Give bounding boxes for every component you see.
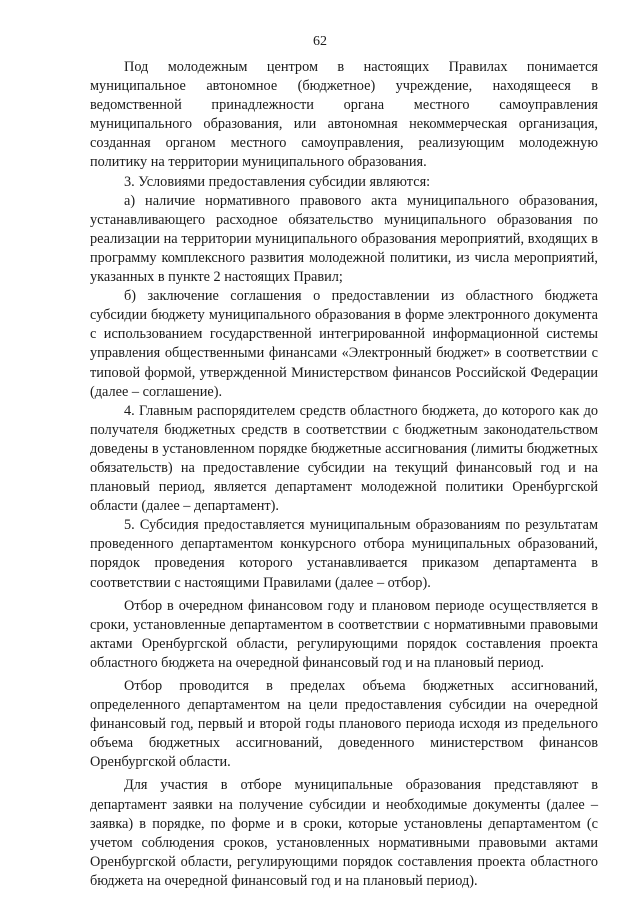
paragraph-item-3-heading: 3. Условиями предоставления субсидии являются: (124, 173, 431, 190)
paragraph-selection-limits: Отбор проводится в пределах объема бюджетных ассигнований, определенного департаментом на цели предоставления субсидии на очередной финансовый год, первый и второй годы планового периода исходя из предельного объема бюджетных ассигнований, доведенного министерством финансов Оренбургской области. (90, 678, 598, 771)
paragraph-item-3a: а) наличие нормативного правового акта муниципального образования, устанавливающего расходное обязательство муниципального образования по реализации на территории муниципального образования мероприятий, входящих в программу комплексного развития молодежной политики, из числа мероприятий, указанных в пункте 2 настоящих Правил; (90, 192, 598, 286)
paragraph-item-3b: б) заключение соглашения о предоставлении из областного бюджета субсидии бюджету муниципального образования в форме электронного документа с использованием государственной интегрированной информационной системы управления общественными финансами «Электронный бюджет» в соответствии с типовой формой, утвержденной Министерством финансов Российской Федерации (далее – соглашение). (90, 288, 598, 400)
paragraph-item-5: 5. Субсидия предоставляется муниципальным образованиям по результатам проведенного департаментом конкурсного отбора муниципальных образований, порядок проведения которого устанавливается приказом департамента в соответствии с настоящими Правилами (далее – отбор). (90, 517, 598, 591)
paragraph-item-4: 4. Главным распорядителем средств областного бюджета, до которого как до получателя бюджетных средств в соответствии с бюджетным законодательством доведены в установленном порядке бюджетные ассигнования (лимиты бюджетных обязательств) на предоставление субсидии на текущий финансовый год и на плановый период, является департамент молодежной политики Оренбургской области (далее – департамент). (90, 402, 598, 515)
paragraph-selection-timing: Отбор в очередном финансовом году и плановом периоде осуществляется в сроки, установленные департаментом в соответствии с нормативными правовыми актами Оренбургской области, регулирующими порядок составления проекта областного бюджета на очередной финансовый год и на плановый период. (90, 597, 598, 671)
document-body (90, 58, 598, 891)
page-number: 62 (313, 34, 327, 49)
paragraph-youth-center-definition: Под молодежным центром в настоящих Правилах понимается муниципальное автономное (бюджетное) учреждение, находящееся в ведомственной принадлежности органа местного самоуправления муниципального образования, или автономная некоммерческая организация, созданная органом местного самоуправления, реализующим молодежную политику на территории муниципального образования. (90, 59, 598, 171)
paragraph-application-submission: Для участия в отборе муниципальные образования представляют в департамент заявки на получение субсидии и необходимые документы (далее – заявка) в порядке, по форме и в сроки, которые установлены департаментом (с учетом соблюдения сроков, установленных нормативными правовыми актами Оренбургской области, регулирующими порядок составления проекта областного бюджета на очередной финансовый год и на плановый период). (90, 777, 598, 889)
